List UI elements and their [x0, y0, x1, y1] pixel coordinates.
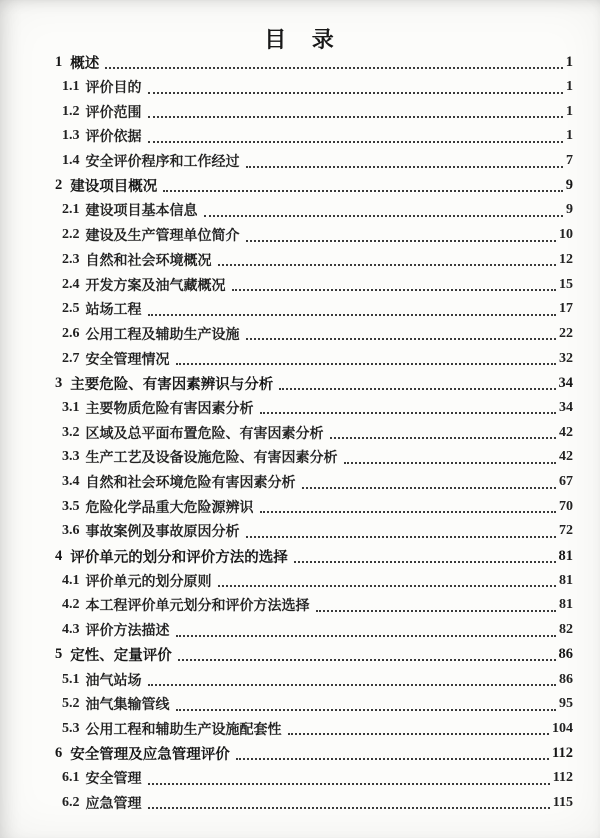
dot-leader — [260, 401, 557, 414]
dot-leader — [176, 624, 557, 637]
dot-leader — [246, 229, 557, 242]
toc-entry-num: 6.2 — [62, 794, 80, 810]
toc-entry-page: 86 — [559, 671, 573, 687]
toc-entry-num: 1.3 — [62, 128, 80, 144]
dot-leader — [163, 179, 563, 192]
toc-entry — [0, 618, 600, 643]
toc-entry-title: 评价目的 — [85, 81, 142, 97]
dot-leader — [232, 278, 557, 291]
toc-entry — [0, 371, 600, 396]
page-title: 目 录 — [264, 27, 336, 52]
toc-entry-page: 81 — [559, 572, 573, 588]
toc-entry-page: 34 — [559, 399, 573, 415]
toc-entry-num: 2.1 — [62, 202, 80, 218]
toc-entry-page: 12 — [559, 251, 573, 267]
toc-entry-page: 1 — [566, 128, 573, 144]
toc-entry-page: 115 — [552, 794, 573, 810]
toc-entry-title: 区域及总平面布置危险、有害因素分析 — [85, 426, 324, 442]
toc-entry-num: 3.1 — [62, 399, 80, 415]
toc-entry-title: 油气站场 — [85, 673, 142, 689]
toc-entry-title: 评价单元的划分和评价方法的选择 — [70, 549, 288, 566]
toc-entry-title: 生产工艺及设备设施危险、有害因素分析 — [85, 451, 338, 467]
toc-entry-num: 1.2 — [62, 103, 80, 119]
toc-entry-title: 建设项目基本信息 — [85, 204, 198, 220]
toc-entry — [0, 568, 600, 593]
toc-entry-page: 42 — [559, 449, 573, 465]
dot-leader — [330, 426, 557, 439]
toc-entry — [0, 692, 600, 717]
toc-entry-num: 2.3 — [62, 251, 80, 267]
dot-leader — [344, 451, 557, 464]
toc-entry-page: 1 — [565, 53, 573, 70]
dot-leader — [246, 155, 564, 168]
toc-entry — [0, 494, 600, 519]
toc-entry-page: 15 — [559, 276, 573, 292]
toc-entry-title: 本工程评价单元划分和评价方法选择 — [85, 599, 310, 615]
toc-entry-page: 32 — [559, 350, 573, 366]
toc-entry-page: 22 — [559, 325, 573, 341]
toc-entry-title: 公用工程和辅助生产设施配套性 — [85, 722, 282, 738]
toc-entry-page: 70 — [559, 498, 573, 514]
dot-leader — [288, 722, 550, 735]
dot-leader — [148, 130, 564, 143]
toc-entry — [0, 50, 600, 75]
toc-entry-title: 开发方案及油气藏概况 — [85, 278, 226, 294]
toc-list — [0, 50, 600, 815]
toc-entry-page: 95 — [559, 696, 573, 712]
toc-entry-page: 7 — [566, 153, 573, 169]
toc-entry-title: 自然和社会环境概况 — [85, 253, 212, 269]
dot-leader — [176, 352, 557, 365]
toc-entry-num: 3 — [55, 374, 63, 391]
toc-entry-num: 4 — [55, 547, 63, 564]
toc-entry-title: 主要物质危险有害因素分析 — [85, 401, 254, 417]
toc-entry — [0, 346, 600, 371]
dot-leader — [246, 525, 557, 538]
toc-entry-title: 安全管理及应急管理评价 — [70, 747, 230, 764]
dot-leader — [236, 747, 549, 760]
toc-entry-page: 67 — [559, 474, 573, 490]
toc-entry — [0, 75, 600, 100]
toc-entry — [0, 667, 600, 692]
toc-entry — [0, 149, 600, 174]
toc-entry-num: 1.1 — [62, 79, 80, 95]
dot-leader — [178, 648, 556, 661]
toc-entry-num: 2.4 — [62, 276, 80, 292]
toc-entry-title: 评价单元的划分原则 — [85, 574, 212, 590]
toc-entry-title: 油气集输管线 — [85, 698, 170, 714]
toc-entry — [0, 420, 600, 445]
toc-entry-page: 17 — [559, 301, 573, 317]
toc-entry-title: 安全管理 — [85, 772, 142, 788]
toc-entry — [0, 445, 600, 470]
toc-entry — [0, 322, 600, 347]
toc-entry-num: 2.7 — [62, 350, 80, 366]
toc-entry-title: 应急管理 — [85, 796, 142, 812]
toc-entry-num: 4.2 — [62, 597, 80, 613]
toc-entry-title: 建设项目概况 — [70, 179, 158, 196]
toc-entry-page: 34 — [558, 374, 573, 391]
toc-entry — [0, 99, 600, 124]
dot-leader — [294, 550, 556, 563]
dot-leader — [218, 253, 557, 266]
toc-entry-title: 危险化学品重大危险源辨识 — [85, 500, 254, 516]
toc-entry-num: 6 — [55, 745, 63, 762]
toc-entry — [0, 791, 600, 816]
toc-entry-page: 72 — [559, 523, 573, 539]
toc-entry-num: 2.6 — [62, 325, 80, 341]
toc-entry-page: 112 — [552, 770, 573, 786]
toc-entry — [0, 741, 600, 766]
dot-leader — [260, 500, 557, 513]
dot-leader — [148, 796, 550, 809]
dot-leader — [105, 56, 563, 69]
toc-entry-num: 5 — [55, 646, 63, 663]
toc-entry-title: 站场工程 — [85, 303, 142, 319]
toc-entry-num: 5.2 — [62, 696, 80, 712]
toc-entry — [0, 223, 600, 248]
toc-entry-num: 3.6 — [62, 523, 80, 539]
toc-entry — [0, 124, 600, 149]
toc-entry-page: 1 — [566, 79, 573, 95]
toc-entry-title: 安全管理情况 — [85, 352, 170, 368]
toc-entry-page: 10 — [559, 227, 573, 243]
toc-entry-num: 1 — [55, 53, 63, 70]
toc-entry-title: 事故案例及事故原因分析 — [85, 525, 240, 541]
toc-entry-num: 4.1 — [62, 572, 80, 588]
toc-entry-title: 定性、定量评价 — [70, 648, 172, 665]
toc-entry — [0, 297, 600, 322]
toc-entry-num: 3.5 — [62, 498, 80, 514]
toc-entry-page: 9 — [565, 177, 573, 194]
dot-leader — [148, 673, 557, 686]
dot-leader — [148, 303, 557, 316]
toc-entry-num: 3.4 — [62, 474, 80, 490]
toc-entry-title: 评价范围 — [85, 105, 142, 121]
toc-entry — [0, 396, 600, 421]
toc-entry-page: 81 — [559, 597, 573, 613]
toc-entry-num: 2.5 — [62, 301, 80, 317]
dot-leader — [279, 377, 555, 390]
toc-entry — [0, 766, 600, 791]
toc-entry-num: 2.2 — [62, 227, 80, 243]
toc-entry — [0, 593, 600, 618]
toc-entry-num: 4.3 — [62, 622, 80, 638]
toc-entry-page: 82 — [559, 622, 573, 638]
toc-entry-num: 1.4 — [62, 153, 80, 169]
dot-leader — [316, 599, 557, 612]
dot-leader — [176, 698, 557, 711]
toc-entry-num: 5.1 — [62, 671, 80, 687]
toc-entry-num: 3.3 — [62, 449, 80, 465]
dot-leader — [246, 327, 557, 340]
toc-entry-page: 9 — [566, 202, 573, 218]
toc-entry-page: 86 — [558, 646, 573, 663]
toc-entry — [0, 470, 600, 495]
toc-entry — [0, 198, 600, 223]
toc-entry-title: 自然和社会环境危险有害因素分析 — [85, 476, 296, 492]
toc-entry-title: 评价方法描述 — [85, 624, 170, 640]
toc-entry-title: 建设及生产管理单位简介 — [85, 229, 240, 245]
toc-entry — [0, 717, 600, 742]
toc-entry — [0, 519, 600, 544]
toc-entry-page: 104 — [552, 720, 573, 736]
toc-entry — [0, 248, 600, 273]
toc-entry-num: 5.3 — [62, 720, 80, 736]
toc-entry-title: 安全评价程序和工作经过 — [85, 155, 240, 171]
dot-leader — [148, 105, 564, 118]
toc-entry — [0, 544, 600, 569]
toc-entry-num: 6.1 — [62, 770, 80, 786]
dot-leader — [302, 476, 557, 489]
toc-entry-title: 主要危险、有害因素辨识与分析 — [70, 376, 274, 393]
toc-entry-page: 1 — [566, 103, 573, 119]
toc-entry-page: 112 — [552, 745, 573, 762]
dot-leader — [148, 772, 550, 785]
toc-entry — [0, 173, 600, 198]
toc-entry-title: 公用工程及辅助生产设施 — [85, 327, 240, 343]
toc-entry-title: 概述 — [70, 55, 100, 72]
toc-entry — [0, 643, 600, 668]
toc-entry — [0, 272, 600, 297]
toc-entry-num: 2 — [55, 177, 63, 194]
dot-leader — [148, 81, 564, 94]
dot-leader — [204, 204, 564, 217]
toc-entry-title: 评价依据 — [85, 130, 142, 146]
toc-entry-page: 42 — [559, 424, 573, 440]
toc-entry-num: 3.2 — [62, 424, 80, 440]
dot-leader — [218, 574, 557, 587]
toc-entry-page: 81 — [558, 547, 573, 564]
